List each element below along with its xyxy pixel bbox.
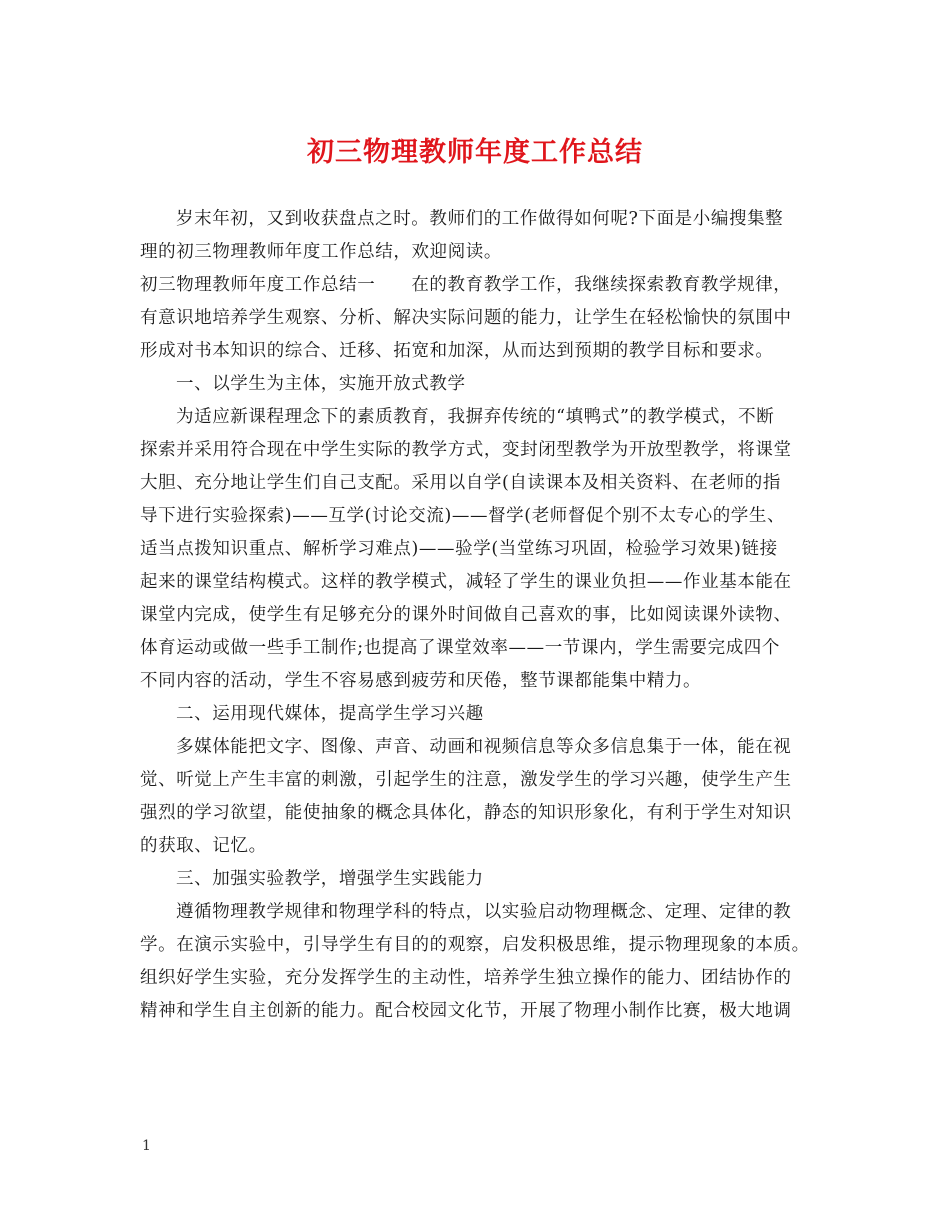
paragraph-line: 理的初三物理教师年度工作总结，欢迎阅读。	[140, 242, 502, 262]
paragraph-line: 体育运动或做一些手工制作;也提高了课堂效率——一节课内，学生需要完成四个	[140, 638, 780, 658]
paragraph-line: 为适应新课程理念下的素质教育，我摒弃传统的“填鸭式”的教学模式，不断	[176, 407, 775, 427]
paragraph-line: 课堂内完成，使学生有足够充分的课外时间做自己喜欢的事，比如阅读课外读物、	[140, 605, 792, 625]
paragraph-text: 在的教育教学工作，我继续探索教育教学规律，	[411, 275, 792, 295]
paragraph-line	[140, 269, 812, 302]
paragraph-line: 强烈的学习欲望，能使抽象的概念具体化，静态的知识形象化，有利于学生对知识	[140, 803, 792, 823]
document-title: 初三物理教师年度工作总结	[307, 137, 643, 168]
section-heading: 二、运用现代媒体，提高学生学习兴趣	[176, 704, 484, 724]
paragraph-line: 有意识地培养学生观察、分析、解决实际问题的能力，让学生在轻松愉快的氛围中	[140, 308, 792, 328]
paragraph-line: 形成对书本知识的综合、迁移、拓宽和加深，从而达到预期的教学目标和要求。	[140, 341, 774, 361]
paragraph-line: 探索并采用符合现在中学生实际的教学方式，变封闭型教学为开放型教学，将课堂	[140, 440, 792, 460]
page-number: 1	[142, 1138, 151, 1154]
paragraph-line: 遵循物理教学规律和物理学科的特点，以实验启动物理概念、定理、定律的教	[176, 902, 792, 922]
paragraph-line: 起来的课堂结构模式。这样的教学模式，减轻了学生的课业负担——作业基本能在	[140, 572, 792, 592]
paragraph-line: 适当点拨知识重点、解析学习难点)——验学(当堂练习巩固，检验学习效果)链接	[140, 539, 778, 559]
paragraph-line: 导下进行实验探索)——互学(讨论交流)——督学(老师督促个别不太专心的学生、	[140, 506, 786, 526]
section-heading: 一、以学生为主体，实施开放式教学	[176, 374, 466, 394]
document-body	[140, 203, 812, 1028]
paragraph-line: 学。在演示实验中，引导学生有目的的观察，启发积极思维，提示物理现象的本质。	[140, 935, 810, 955]
section-heading: 三、加强实验教学，增强学生实践能力	[176, 869, 484, 889]
paragraph-line: 多媒体能把文字、图像、声音、动画和视频信息等众多信息集于一体，能在视	[176, 737, 792, 757]
paragraph-line: 组织好学生实验，充分发挥学生的主动性，培养学生独立操作的能力、团结协作的	[140, 968, 792, 988]
paragraph-line: 不同内容的活动，学生不容易感到疲劳和厌倦，整节课都能集中精力。	[140, 671, 702, 691]
paragraph-line: 精神和学生自主创新的能力。配合校园文化节，开展了物理小制作比赛，极大地调	[140, 1001, 792, 1021]
paragraph-line: 觉、听觉上产生丰富的刺激，引起学生的注意，激发学生的学习兴趣，使学生产生	[140, 770, 792, 790]
paragraph-line: 的获取、记忆。	[140, 836, 267, 856]
paragraph-line: 大胆、充分地让学生们自己支配。采用以自学(自读课本及相关资料、在老师的指	[140, 473, 781, 493]
paragraph-line: 岁末年初，又到收获盘点之时。教师们的工作做得如何呢?下面是小编搜集整	[176, 209, 784, 229]
section-heading: 初三物理教师年度工作总结一	[140, 275, 376, 295]
